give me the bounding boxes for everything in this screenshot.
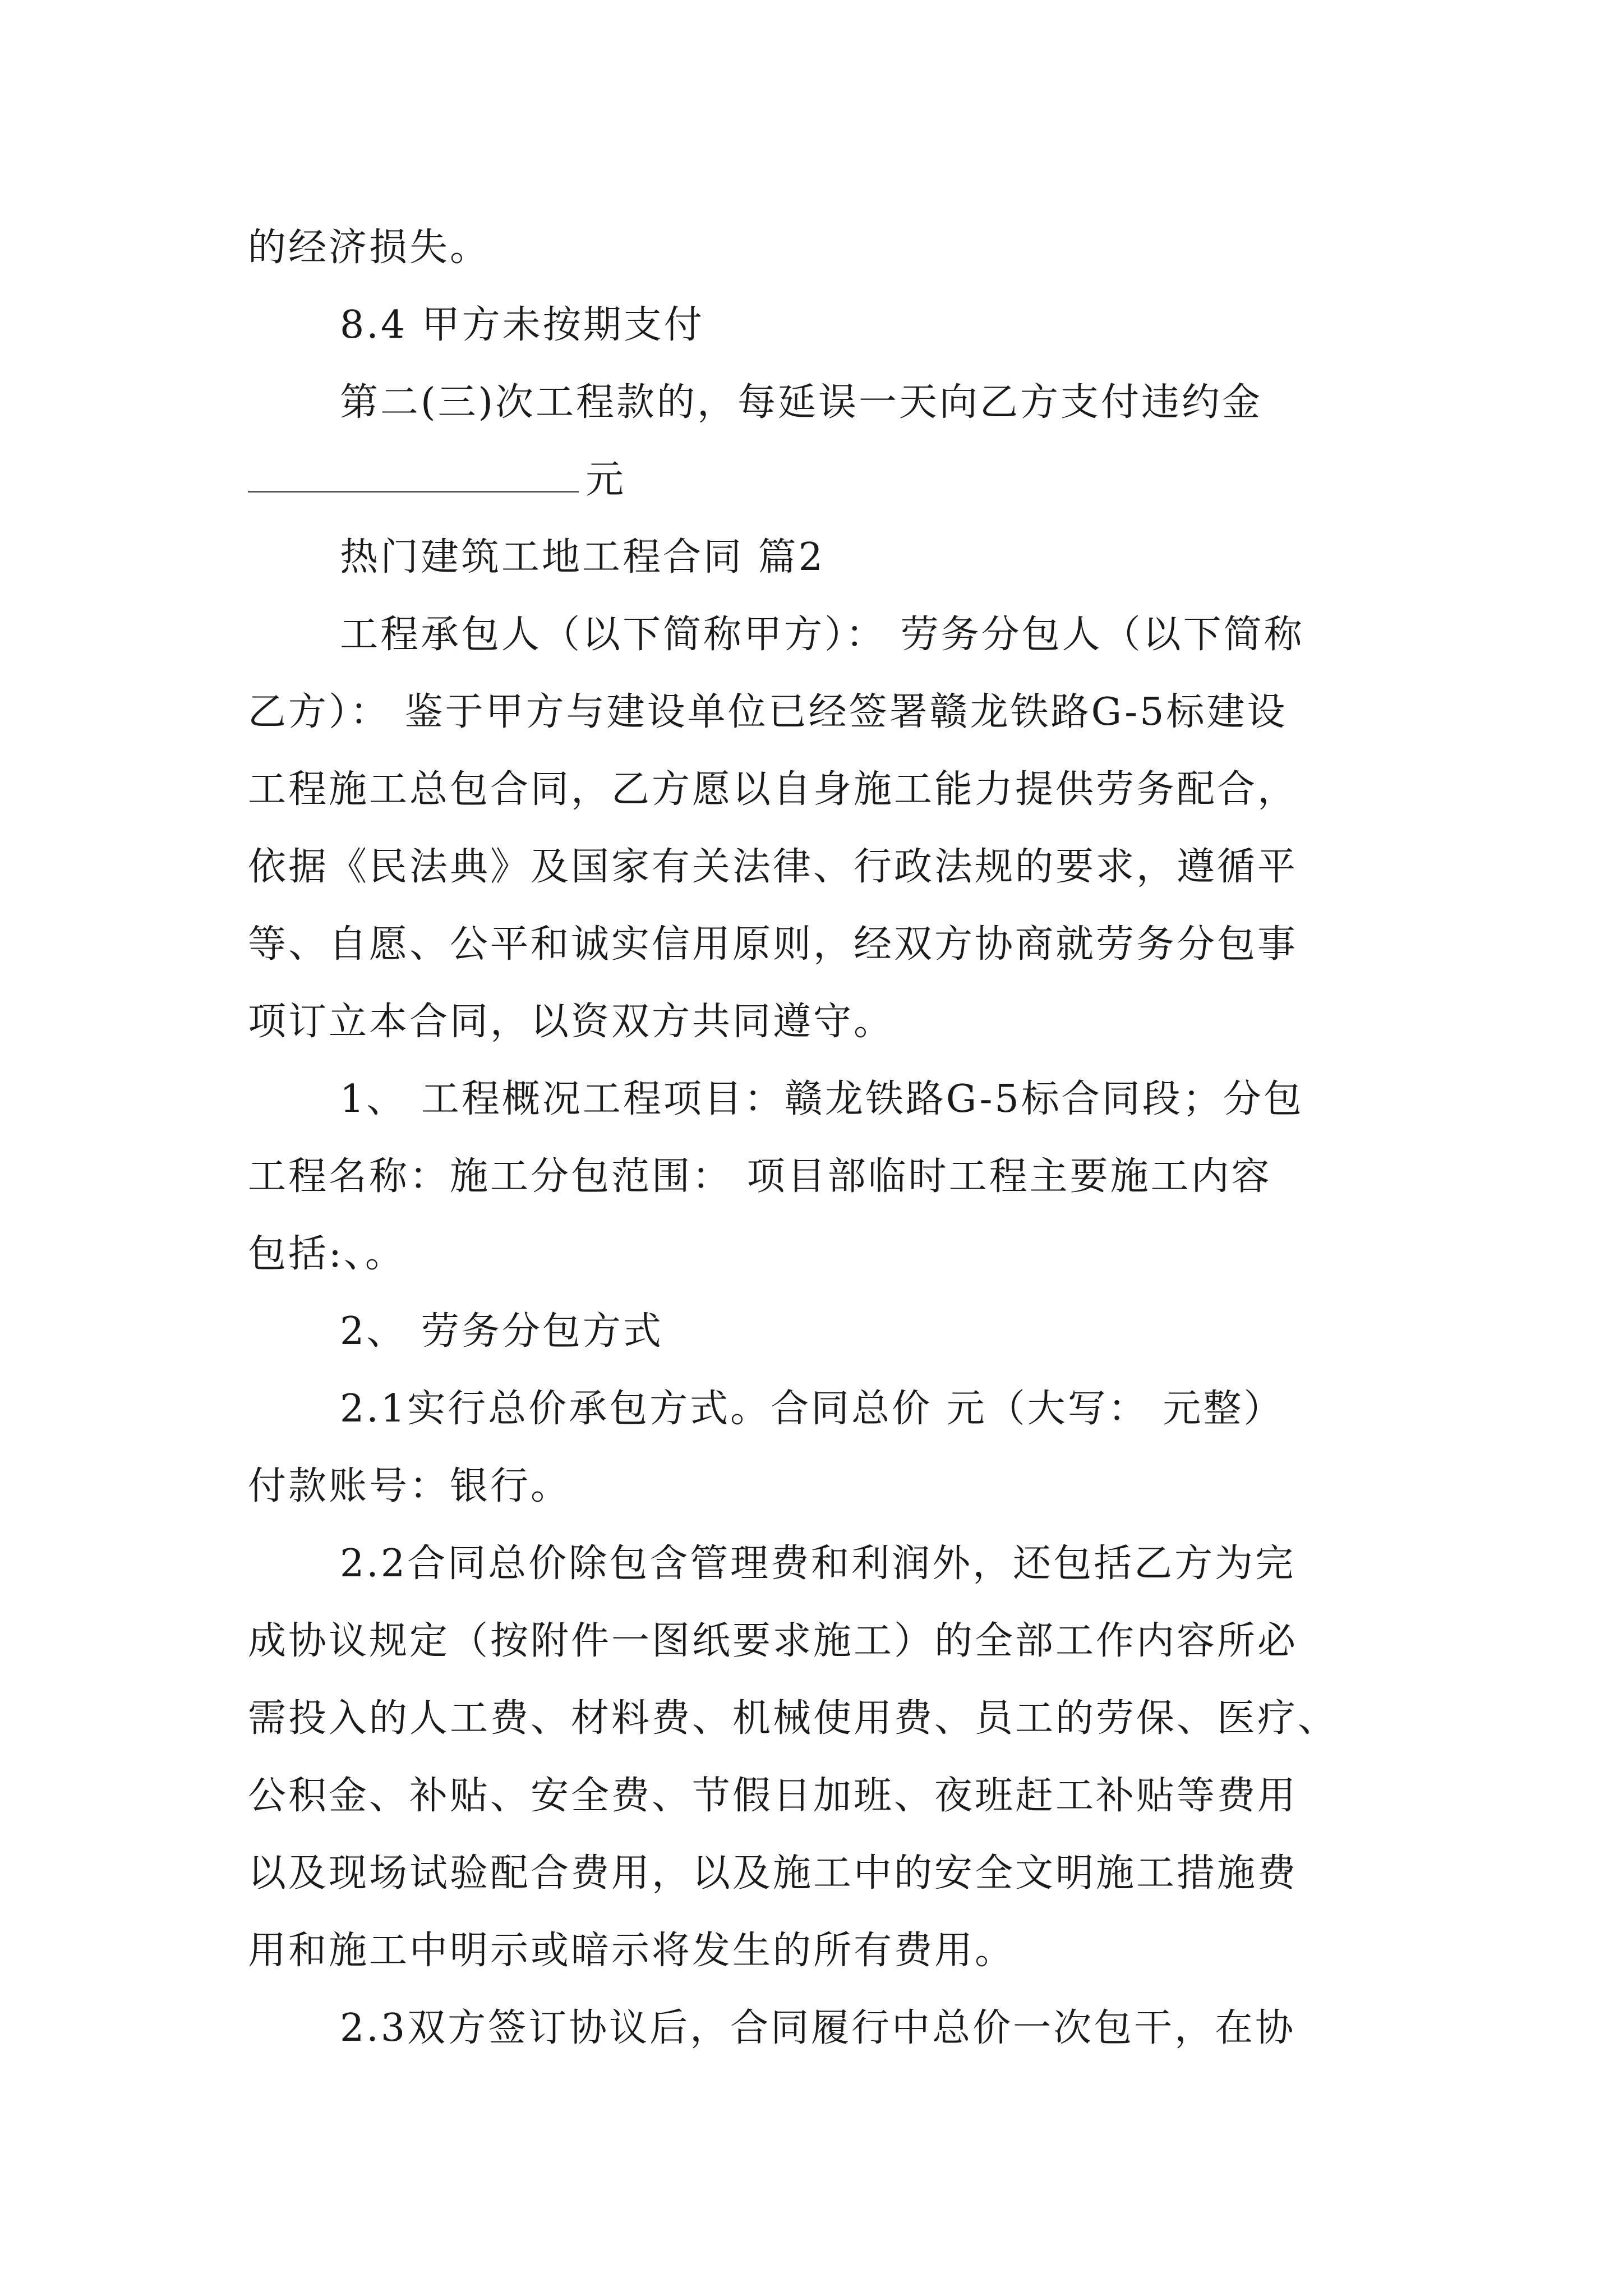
clause-2-2: 2.2合同总价除包含管理费和利润外，还包括乙方为完 [340, 1542, 1296, 1586]
text-line: 依据《民法典》及国家有关法律、行政法规的要求，遵循平 [248, 845, 1298, 889]
text-line: 工程施工总包合同，乙方愿以自身施工能力提供劳务配合， [248, 767, 1298, 812]
text-line: 以及现场试验配合费用，以及施工中的安全文明施工措施费 [248, 1851, 1298, 1895]
text-line: 等、自愿、公平和诚实信用原则，经双方协商就劳务分包事 [248, 922, 1298, 967]
text-line: 成协议规定（按附件一图纸要求施工）的全部工作内容所必 [248, 1619, 1298, 1663]
text-line: 项订立本合同，以资双方共同遵守。 [248, 1000, 895, 1044]
section-title: 热门建筑工地工程合同 篇2 [340, 535, 825, 579]
text-line: 包括:、。 [248, 1232, 405, 1276]
fill-in-blank [248, 457, 579, 493]
clause-1-heading: 1、 工程概况工程项目：赣龙铁路G-5标合同段；分包 [340, 1077, 1304, 1121]
text-line: 的经济损失。 [248, 226, 491, 270]
text-line: 工程承包人（以下简称甲方）： 劳务分包人（以下简称 [340, 613, 1304, 657]
text-line: 用和施工中明示或暗示将发生的所有费用。 [248, 1929, 1016, 1973]
currency-label: 元 [585, 458, 626, 502]
text-line: 需投入的人工费、材料费、机械使用费、员工的劳保、医疗、 [248, 1696, 1339, 1741]
clause-2-1: 2.1实行总价承包方式。合同总价 元（大写： 元整） [340, 1387, 1284, 1431]
text-line: 付款账号：银行。 [248, 1464, 571, 1508]
clause-8-4-heading: 8.4 甲方未按期支付 [340, 303, 704, 347]
text-line: 第二(三)次工程款的，每延误一天向乙方支付违约金 [340, 380, 1263, 425]
text-line: 工程名称：施工分包范围： 项目部临时工程主要施工内容 [248, 1154, 1272, 1199]
text-line: 公积金、补贴、安全费、节假日加班、夜班赶工补贴等费用 [248, 1774, 1298, 1818]
text-line: 乙方）： 鉴于甲方与建设单位已经签署赣龙铁路G-5标建设 [248, 690, 1288, 734]
blank-amount-line [248, 440, 626, 521]
clause-2-heading: 2、 劳务分包方式 [340, 1309, 663, 1354]
clause-2-3: 2.3双方签订协议后，合同履行中总价一次包干，在协 [340, 2006, 1296, 2050]
